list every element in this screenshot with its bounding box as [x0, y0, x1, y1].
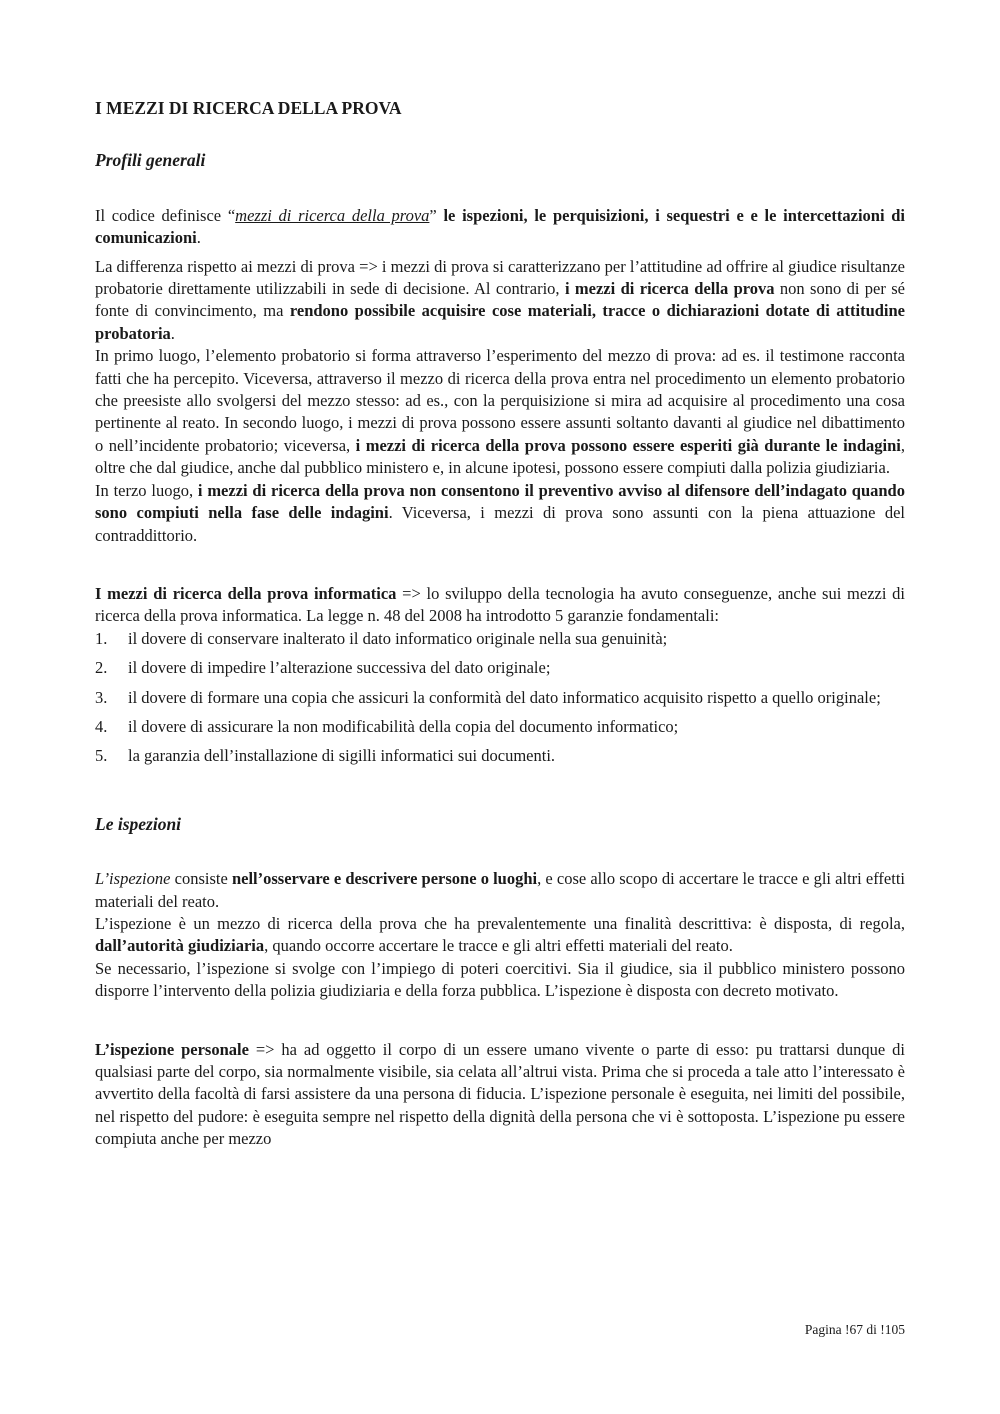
- page-number: Pagina !67 di !105: [804, 1322, 905, 1337]
- paragraph: La differenza rispetto ai mezzi di prova => i mezzi di prova si caratterizzano per l’attitudine ad offrire al giudice risultanze probatorie direttamente utilizzabili in sede di decisione. Al contrario, i mezzi di ricerca della prova non sono di per sé fonte di convincimento, ma rendono possibile acquisire cose materiali, tracce o dichiarazioni dotate di attitudine probatoria.: [95, 256, 906, 343]
- paragraph: In terzo luogo, i mezzi di ricerca della prova non consentono il preventivo avviso al difensore dell’indagato quando sono compiuti nella fase delle indagini. Viceversa, i mezzi di prova sono assunti con la piena attuazione del contraddittorio.: [95, 480, 905, 545]
- list-item-text: il dovere di assicurare la non modificabilità della copia del documento informatico;: [128, 716, 679, 736]
- list-item: [95, 716, 905, 738]
- list-item: [95, 687, 905, 709]
- list-item-text: il dovere di formare una copia che assicuri la conformità del dato informatico acquisito rispetto a quello originale;: [128, 687, 881, 707]
- list-item-number: 4.: [95, 716, 108, 736]
- list-item-number: 5.: [95, 746, 108, 766]
- list-item: [95, 745, 905, 767]
- paragraph: Se necessario, l’ispezione si svolge con l’impiego di poteri coercitivi. Sia il giudice, sia il pubblico ministero possono disporre l’intervento della polizia giudiziaria e della forza pubblica. L’ispezione è disposta con decreto motivato.: [95, 958, 905, 1001]
- paragraph: Il codice definisce “mezzi di ricerca della prova” le ispezioni, le perquisizioni, i sequestri e e le intercettazioni di comunicazioni.: [95, 205, 906, 248]
- paragraph: L’ispezione è un mezzo di ricerca della prova che ha prevalentemente una finalità descrittiva: è disposta, di regola, dall’autorità giudiziaria, quando occorre accertare le tracce e gli altri effetti materiali del reato.: [95, 913, 905, 956]
- list-item-number: 1.: [95, 628, 108, 648]
- paragraph: In primo luogo, l’elemento probatorio si forma attraverso l’esperimento del mezzo di prova: ad es. il testimone racconta fatti che ha percepito. Viceversa, attraverso il mezzo di ricerca della prova entra nel procedimento un elemento probatorio che preesiste allo svolgersi del mezzo stesso: ad es., con la perquisizione si mira ad acquisire al procedimento una cosa pertinente al reato. In secondo luogo, i mezzi di prova possono essere assunti soltanto davanti al giudice nel dibattimento o nell’incidente probatorio; viceversa, i mezzi di ricerca della prova possono essere esperiti già durante le indagini, oltre che dal giudice, anche dal pubblico ministero e, in alcune ipotesi, possono essere compiuti dalla polizia giudiziaria.: [95, 346, 905, 478]
- list-item-text: la garanzia dell’installazione di sigilli informatici sui documenti.: [128, 746, 556, 766]
- paragraph-ispezione-personale: L’ispezione personale => ha ad oggetto il corpo di un essere umano vivente o parte di esso: pu trattarsi dunque di qualsiasi parte del corpo, sia normalmente visibile, sia celata all’altrui vista. Prima che si proceda a tale atto l’interessato è avvertito della facoltà di farsi assistere da una persona di fiducia. L’ispezione personale è eseguita, nei limiti del possibile, nel rispetto del pudore: è eseguita sempre nel rispetto della dignità della persona che vi è sottoposta. L’ispezione pu essere compiuta anche per mezzo: [95, 1039, 905, 1149]
- list-item-number: 3.: [95, 687, 108, 707]
- section-title-profili-generali: Profili generali: [95, 150, 206, 171]
- page-content: [95, 97, 905, 1151]
- section-title-ispezioni: Le ispezioni: [95, 813, 182, 834]
- list-item-text: il dovere di conservare inalterato il dato informatico originale nella sua genuinità;: [128, 628, 668, 648]
- paragraph: L’ispezione consiste nell’osservare e descrivere persone o luoghi, e cose allo scopo di accertare le tracce e gli altri effetti materiali del reato.: [95, 869, 905, 911]
- list-item-text: il dovere di impedire l’alterazione successiva del dato originale;: [128, 658, 551, 678]
- list-item: [95, 628, 905, 650]
- list-item-number: 2.: [95, 658, 108, 678]
- page-title: I MEZZI DI RICERCA DELLA PROVA: [95, 98, 402, 118]
- paragraph-informatica-intro: I mezzi di ricerca della prova informatica => lo sviluppo della tecnologia ha avuto conseguenze, anche sui mezzi di ricerca della prova informatica. La legge n. 48 del 2008 ha introdotto 5 garanzie fondamentali:: [95, 583, 906, 626]
- list-item: [95, 657, 905, 679]
- guarantees-list: [95, 628, 905, 768]
